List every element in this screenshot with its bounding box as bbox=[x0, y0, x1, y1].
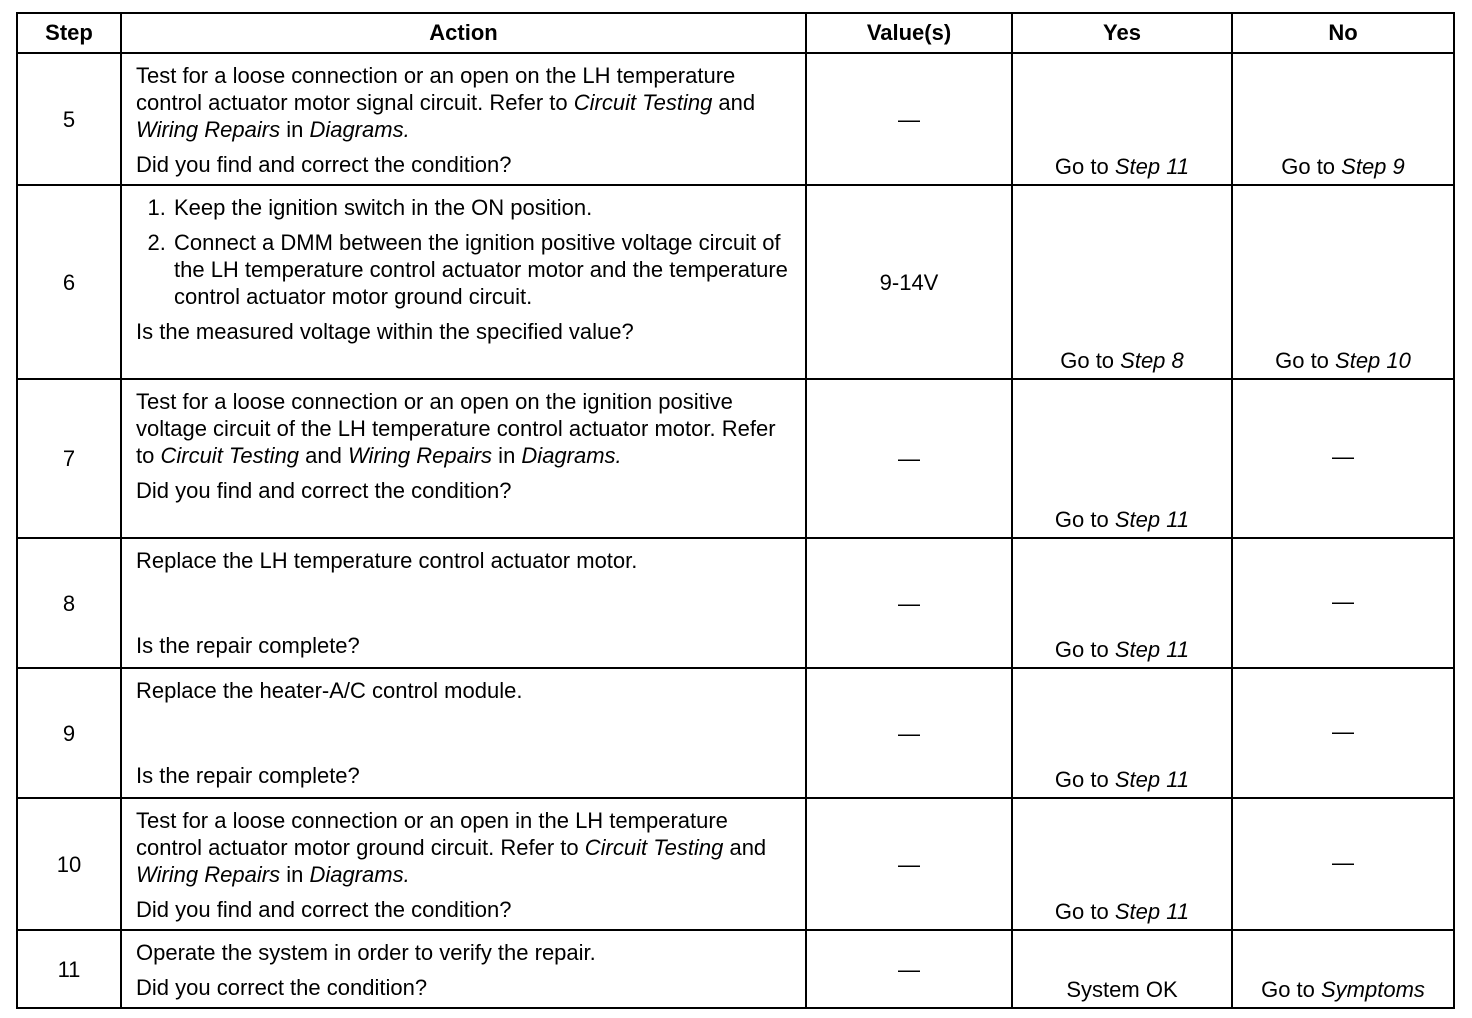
action-cell bbox=[121, 379, 806, 538]
table-row bbox=[17, 668, 1454, 798]
no-cell: — bbox=[1232, 379, 1454, 538]
action-question: Did you find and correct the condition? bbox=[136, 897, 512, 922]
action-question: Did you correct the condition? bbox=[136, 975, 428, 1000]
yes-cell: Go to Step 11 bbox=[1012, 668, 1232, 798]
action-question: Did you find and correct the condition? bbox=[136, 478, 512, 503]
action-cell bbox=[121, 930, 806, 1008]
header-yes: Yes bbox=[1012, 13, 1232, 53]
action-text: Test for a loose connection or an open in the LH temperature control actuator motor ground circuit. Refer to Circuit Testing and Wiring Repairs in Diagrams. bbox=[136, 808, 767, 887]
action-question: Is the measured voltage within the specified value? bbox=[136, 319, 634, 344]
step-number: 8 bbox=[17, 538, 121, 668]
no-cell: Go to Step 9 bbox=[1232, 53, 1454, 185]
header-step: Step bbox=[17, 13, 121, 53]
no-cell: Go to Symptoms bbox=[1232, 930, 1454, 1008]
list-item: 1. Keep the ignition switch in the ON position. bbox=[172, 194, 797, 221]
yes-cell: Go to Step 11 bbox=[1012, 538, 1232, 668]
step-number: 5 bbox=[17, 53, 121, 185]
action-question: Is the repair complete? bbox=[136, 633, 360, 658]
action-steps-list bbox=[136, 194, 797, 310]
value-cell: — bbox=[806, 798, 1012, 930]
no-cell: Go to Step 10 bbox=[1232, 185, 1454, 379]
header-row bbox=[17, 13, 1454, 53]
diagnostic-table bbox=[16, 12, 1455, 1009]
action-question: Is the repair complete? bbox=[136, 763, 360, 788]
yes-cell: Go to Step 11 bbox=[1012, 53, 1232, 185]
table-row bbox=[17, 53, 1454, 185]
value-cell: — bbox=[806, 538, 1012, 668]
value-cell: — bbox=[806, 53, 1012, 185]
step-number: 10 bbox=[17, 798, 121, 930]
table-row bbox=[17, 185, 1454, 379]
step-number: 7 bbox=[17, 379, 121, 538]
value-cell: — bbox=[806, 668, 1012, 798]
no-cell: — bbox=[1232, 668, 1454, 798]
yes-cell: Go to Step 8 bbox=[1012, 185, 1232, 379]
no-cell: — bbox=[1232, 798, 1454, 930]
value-cell: 9-14V bbox=[806, 185, 1012, 379]
no-cell: — bbox=[1232, 538, 1454, 668]
action-text: Replace the heater-A/C control module. bbox=[136, 678, 523, 703]
step-number: 6 bbox=[17, 185, 121, 379]
table-row bbox=[17, 379, 1454, 538]
table-row bbox=[17, 538, 1454, 668]
table-row bbox=[17, 798, 1454, 930]
step-number: 9 bbox=[17, 668, 121, 798]
yes-cell: Go to Step 11 bbox=[1012, 379, 1232, 538]
action-cell bbox=[121, 668, 806, 798]
list-item: 2. Connect a DMM between the ignition positive voltage circuit of the LH temperature control actuator motor and the temperature control actuator motor ground circuit. bbox=[172, 229, 797, 310]
action-cell bbox=[121, 798, 806, 930]
value-cell: — bbox=[806, 930, 1012, 1008]
action-cell bbox=[121, 538, 806, 668]
table-row bbox=[17, 930, 1454, 1008]
action-cell bbox=[121, 185, 806, 379]
header-action: Action bbox=[121, 13, 806, 53]
step-number: 11 bbox=[17, 930, 121, 1008]
header-no: No bbox=[1232, 13, 1454, 53]
value-cell: — bbox=[806, 379, 1012, 538]
action-question: Did you find and correct the condition? bbox=[136, 152, 512, 177]
action-cell bbox=[121, 53, 806, 185]
header-values: Value(s) bbox=[806, 13, 1012, 53]
yes-cell: Go to Step 11 bbox=[1012, 798, 1232, 930]
action-text: Test for a loose connection or an open on the LH temperature control actuator motor signal circuit. Refer to Circuit Testing and Wiring Repairs in Diagrams. bbox=[136, 63, 756, 142]
action-text: Test for a loose connection or an open on the ignition positive voltage circuit of the LH temperature control actuator motor. Refer to Circuit Testing and Wiring Repairs in Diagrams. bbox=[136, 389, 776, 468]
yes-cell: System OK bbox=[1012, 930, 1232, 1008]
action-text: Replace the LH temperature control actuator motor. bbox=[136, 548, 638, 573]
action-text: Operate the system in order to verify the repair. bbox=[136, 940, 596, 965]
